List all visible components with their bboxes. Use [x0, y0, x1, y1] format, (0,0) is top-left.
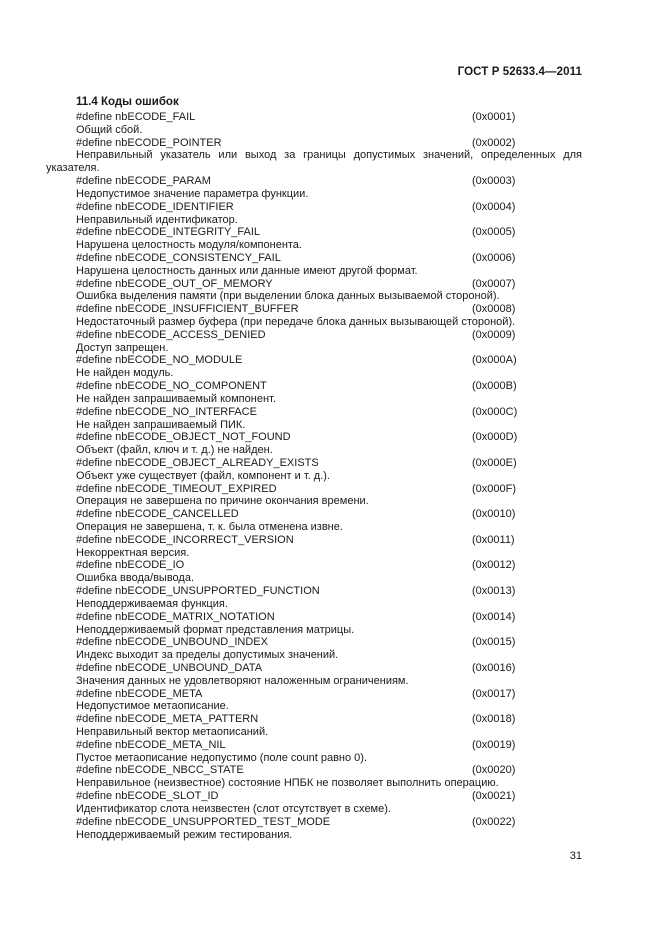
- define-line: [76, 816, 582, 829]
- define-line: [76, 226, 582, 239]
- define-line: [76, 137, 582, 150]
- error-description: Неподдерживаемая функция.: [76, 597, 228, 610]
- define-line: [76, 483, 582, 496]
- error-code-entry: [76, 764, 582, 790]
- error-code-entry: [76, 380, 582, 406]
- define-name: #define nbECODE_UNSUPPORTED_FUNCTION: [76, 585, 320, 598]
- define-value: (0x0015): [472, 636, 516, 649]
- error-code-entry: [76, 303, 582, 329]
- error-code-entry: [76, 662, 582, 688]
- define-line: [76, 611, 582, 624]
- define-value: (0x0014): [472, 610, 516, 623]
- error-description: Операция не завершена по причине окончания времени.: [76, 495, 369, 508]
- error-description: Неправильное (неизвестное) состояние НПБК не позволяет выполнить операцию.: [76, 777, 499, 790]
- define-line: [76, 534, 582, 547]
- define-line: [76, 662, 582, 675]
- error-description: Операция не завершена, т. к. была отменена извне.: [76, 521, 343, 533]
- define-line: [76, 688, 582, 701]
- define-name: #define nbECODE_IO: [76, 559, 185, 572]
- error-code-entry: [76, 688, 582, 714]
- error-code-entry: [76, 457, 582, 483]
- error-code-entry: [76, 739, 582, 765]
- define-line: [76, 790, 582, 803]
- error-code-entry: [76, 508, 582, 534]
- error-description: Не найден запрашиваемый ПИК.: [76, 418, 246, 431]
- define-value: (0x0016): [472, 661, 516, 674]
- define-value: (0x0009): [472, 328, 516, 341]
- define-name: #define nbECODE_PARAM: [76, 175, 211, 188]
- define-value: (0x000B): [472, 380, 517, 393]
- define-name: #define nbECODE_CONSISTENCY_FAIL: [76, 251, 281, 264]
- define-line: [76, 431, 582, 444]
- define-name: #define nbECODE_UNSUPPORTED_TEST_MODE: [76, 815, 331, 828]
- define-name: #define nbECODE_FAIL: [76, 111, 196, 123]
- error-code-entry: [76, 816, 582, 842]
- define-name: #define nbECODE_NO_INTERFACE: [76, 405, 257, 418]
- define-value: (0x000E): [472, 456, 517, 469]
- error-description: Неправильный вектор метаописаний.: [76, 726, 269, 738]
- define-value: (0x0013): [472, 585, 516, 598]
- define-line: [76, 406, 582, 419]
- error-description: Не найден запрашиваемый компонент.: [76, 392, 276, 405]
- define-value: (0x0012): [472, 559, 516, 572]
- error-description: Неподдерживаемый формат представления матрицы.: [76, 623, 355, 636]
- error-description: Неправильный указатель или выход за границы допустимых значений, определенных для указателя.: [46, 149, 582, 175]
- error-code-entry: [46, 136, 582, 175]
- define-value: (0x0002): [472, 136, 516, 149]
- error-description: Ошибка ввода/вывода.: [76, 572, 195, 585]
- define-line: [76, 111, 582, 124]
- define-line: [76, 636, 582, 649]
- error-description: Нарушена целостность модуля/компонента.: [76, 239, 302, 252]
- error-code-entry: [76, 790, 582, 816]
- define-value: (0x0021): [472, 790, 516, 803]
- define-line: [76, 457, 582, 470]
- error-code-entry: [76, 111, 582, 137]
- define-name: #define nbECODE_OBJECT_ALREADY_EXISTS: [76, 456, 319, 469]
- define-value: (0x0003): [472, 175, 516, 188]
- define-value: (0x0019): [472, 738, 516, 751]
- define-value: (0x0006): [472, 251, 516, 264]
- define-value: (0x0008): [472, 303, 516, 316]
- define-value: (0x000D): [472, 431, 518, 444]
- define-name: #define nbECODE_ACCESS_DENIED: [76, 328, 266, 341]
- error-description: Доступ запрещен.: [76, 341, 169, 354]
- define-line: [76, 764, 582, 777]
- define-name: #define nbECODE_MATRIX_NOTATION: [76, 610, 275, 623]
- define-name: #define nbECODE_INSUFFICIENT_BUFFER: [76, 303, 299, 316]
- define-value: (0x000F): [472, 482, 517, 495]
- error-code-entry: [76, 636, 582, 662]
- define-line: [76, 303, 582, 316]
- define-name: #define nbECODE_INTEGRITY_FAIL: [76, 226, 261, 239]
- define-name: #define nbECODE_OUT_OF_MEMORY: [76, 277, 273, 290]
- error-description: Неподдерживаемый режим тестирования.: [76, 828, 293, 841]
- page-number: 31: [569, 850, 582, 862]
- error-code-entry: [76, 585, 582, 611]
- define-line: [76, 252, 582, 265]
- error-code-entry: [76, 226, 582, 252]
- define-value: (0x0001): [472, 111, 516, 123]
- section-title: 11.4 Коды ошибок: [76, 96, 179, 108]
- define-name: #define nbECODE_OBJECT_NOT_FOUND: [76, 431, 291, 444]
- define-name: #define nbECODE_NO_MODULE: [76, 354, 243, 367]
- define-line: [76, 354, 582, 367]
- error-code-entry: [76, 713, 582, 739]
- error-code-entry: [76, 175, 582, 201]
- error-description: Пустое метаописание недопустимо (поле count равно 0).: [76, 751, 368, 764]
- error-code-entry: [76, 534, 582, 560]
- define-name: #define nbECODE_INCORRECT_VERSION: [76, 533, 294, 546]
- define-name: #define nbECODE_UNBOUND_DATA: [76, 661, 263, 674]
- define-name: #define nbECODE_NO_COMPONENT: [76, 380, 267, 393]
- define-name: #define nbECODE_IDENTIFIER: [76, 200, 234, 213]
- error-code-entry: [76, 483, 582, 509]
- define-value: (0x000A): [472, 354, 517, 367]
- error-description: Значения данных не удовлетворяют наложенным ограничениям.: [76, 674, 409, 687]
- error-description: Объект уже существует (файл, компонент и т. д.).: [76, 469, 330, 482]
- error-code-entry: [76, 329, 582, 355]
- error-description: Нарушена целостность данных или данные имеют другой формат.: [76, 264, 418, 277]
- error-code-entry: [76, 354, 582, 380]
- define-line: [76, 713, 582, 726]
- error-description: Идентификатор слота неизвестен (слот отсутствует в схеме).: [76, 802, 391, 815]
- define-name: #define nbECODE_NBCC_STATE: [76, 764, 244, 777]
- define-line: [76, 329, 582, 342]
- error-description: Недостаточный размер буфера (при передаче блока данных вызывающей стороной).: [76, 316, 516, 328]
- error-description: Не найден модуль.: [76, 367, 174, 380]
- define-name: #define nbECODE_META_PATTERN: [76, 713, 259, 726]
- define-value: (0x0018): [472, 713, 516, 726]
- define-line: [76, 201, 582, 214]
- error-code-entry: [76, 278, 582, 304]
- error-code-entry: [76, 252, 582, 278]
- error-description: Недопустимое метаописание.: [76, 700, 229, 713]
- error-code-entry: [76, 611, 582, 637]
- define-line: [76, 278, 582, 291]
- error-code-entry: [76, 431, 582, 457]
- define-name: #define nbECODE_META_NIL: [76, 738, 226, 751]
- page-header: ГОСТ Р 52633.4—2011: [457, 66, 582, 78]
- error-code-entry: [76, 201, 582, 227]
- define-value: (0x0005): [472, 226, 516, 239]
- define-name: #define nbECODE_META: [76, 687, 203, 700]
- error-code-list: [46, 111, 582, 841]
- define-line: [76, 380, 582, 393]
- error-description: Ошибка выделения памяти (при выделении блока данных вызываемой стороной).: [76, 290, 500, 303]
- define-value: (0x0017): [472, 687, 516, 700]
- define-value: (0x0004): [472, 200, 516, 213]
- error-description: Объект (файл, ключ и т. д.) не найден.: [76, 444, 273, 457]
- define-value: (0x0020): [472, 764, 516, 777]
- define-value: (0x0010): [472, 508, 516, 521]
- error-description: Индекс выходит за пределы допустимых значений.: [76, 649, 339, 662]
- error-description: Общий сбой.: [76, 123, 143, 136]
- define-line: [76, 559, 582, 572]
- define-name: #define nbECODE_TIMEOUT_EXPIRED: [76, 482, 277, 495]
- error-code-entry: [76, 406, 582, 432]
- error-description: Недопустимое значение параметра функции.: [76, 187, 309, 200]
- define-line: [76, 739, 582, 752]
- error-code-entry: [76, 559, 582, 585]
- define-name: #define nbECODE_CANCELLED: [76, 508, 239, 521]
- define-value: (0x0007): [472, 277, 516, 290]
- define-line: [76, 175, 582, 188]
- define-name: #define nbECODE_SLOT_ID: [76, 790, 219, 803]
- define-name: #define nbECODE_UNBOUND_INDEX: [76, 636, 268, 649]
- define-value: (0x0011): [472, 533, 515, 546]
- define-value: (0x000C): [472, 405, 518, 418]
- error-description: Неправильный идентификатор.: [76, 213, 238, 226]
- define-value: (0x0022): [472, 815, 516, 828]
- error-description: Некорректная версия.: [76, 546, 190, 559]
- define-name: #define nbECODE_POINTER: [76, 136, 222, 149]
- define-line: [76, 508, 582, 521]
- define-line: [76, 585, 582, 598]
